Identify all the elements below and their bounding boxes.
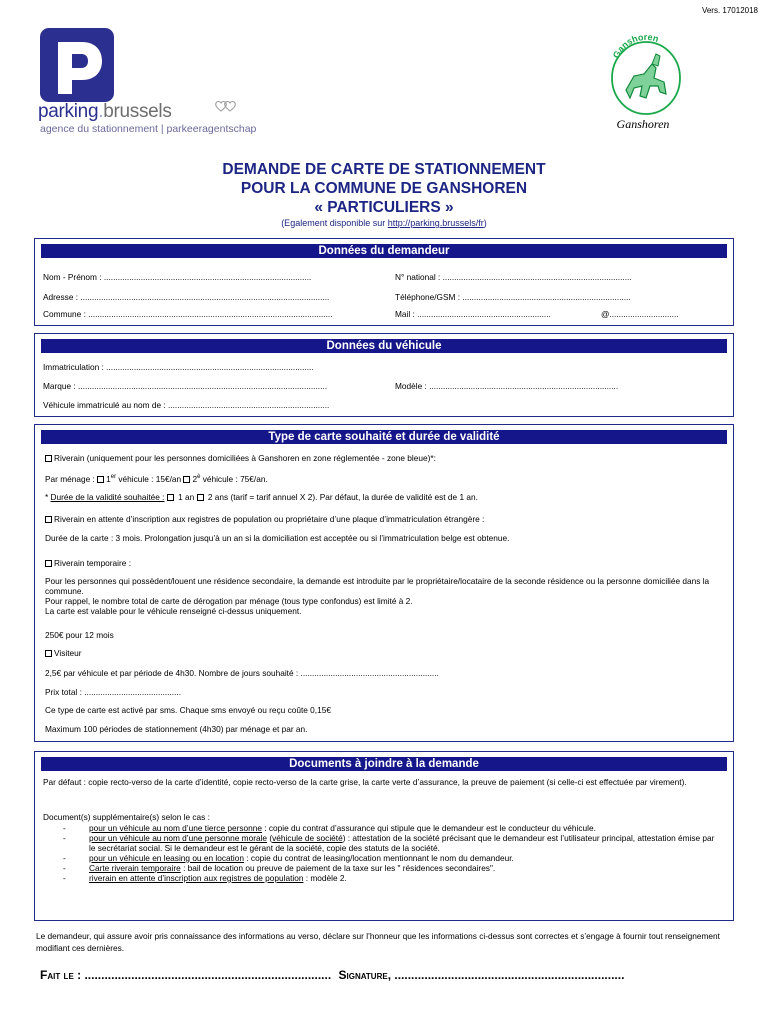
title-line-1: DEMANDE DE CARTE DE STATIONNEMENT (222, 161, 546, 178)
declaration-text: Le demandeur, qui assure avoir pris connaissance des informations au verso, déclare sur l’honneur que les informations ci-dessus sont correctes et s’engage à fournir tout renseignement modifiant ces dernières. (36, 931, 720, 954)
p-letter-icon (40, 28, 114, 102)
mail-field[interactable]: Mail : .......................................................... (395, 309, 551, 319)
default-documents: Par défaut : copie recto-verso de la carte d’identité, copie recto-verso de la carte grise, la carte verte d’assurance, la preuve de paiement (si celle-ci est effectuée par virement). (43, 777, 687, 787)
pending-checkbox[interactable] (45, 516, 52, 523)
national-number-field[interactable]: N° national : .................................................................................. (395, 272, 632, 282)
temporary-checkbox[interactable] (45, 560, 52, 567)
documents-section (34, 751, 734, 921)
vehicle-model-field[interactable]: Modèle : .................................................................................. (395, 381, 619, 391)
temporary-description: Pour les personnes qui possèdent/louent une résidence secondaire, la demande est introduite par le propriétaire/locataire de la seconde résidence ou la personne domiciliée dans la commune. Pour rappel, le nombre total de carte de dérogation par ménage (tous type confondus) est limité à 2. La carte est valable pour le véhicule renseigné ci-dessus uniquement. (45, 576, 710, 616)
temporary-price: 250€ pour 12 mois (45, 630, 114, 640)
sms-note: Ce type de carte est activé par sms. Chaque sms envoyé ou reçu coûte 0,15€ (45, 705, 331, 715)
max-periods-note: Maximum 100 périodes de stationnement (4h30) par ménage et par an. (45, 724, 308, 734)
one-year-checkbox[interactable] (167, 494, 174, 501)
validity-line: * Durée de la validité souhaitée : 1 an 2 ans (tarif = tarif annuel X 2). Par défaut, la durée de validité est de 1 an. (45, 492, 478, 502)
website-link[interactable]: http://parking.brussels/fr (387, 218, 484, 228)
ganshoren-label: Ganshoren (616, 117, 670, 131)
hearts-icon (214, 99, 238, 113)
supplementary-label: Document(s) supplémentaire(s) selon le cas : (43, 812, 210, 822)
card-type-heading: Type de carte souhaité et durée de validité (41, 430, 727, 444)
brand-name: parking.brussels (38, 101, 172, 122)
svg-text:Ganshoren: Ganshoren (610, 31, 660, 60)
household-line: Par ménage : 1er véhicule : 15€/an $2^è$ véhicule : 75€/an. (45, 474, 268, 484)
visitor-option[interactable]: Visiteur (45, 648, 82, 658)
visitor-price-field[interactable]: 2,5€ par véhicule et par période de 4h30. Nombre de jours souhaité : ............................................................ (45, 668, 439, 678)
applicant-heading: Données du demandeur (41, 244, 727, 258)
temporary-option[interactable]: Riverain temporaire : (45, 558, 131, 568)
resident-option[interactable]: Riverain (uniquement pour les personnes domiciliées à Ganshoren en zone réglementée - zone bleue)*: (45, 453, 436, 463)
title-line-2: POUR LA COMMUNE DE GANSHOREN (240, 180, 528, 197)
documents-list (63, 824, 723, 884)
registration-field[interactable]: Immatriculation : .......................................................................................... (43, 362, 314, 372)
total-price-field[interactable]: Prix total : .......................................... (45, 687, 182, 697)
card-type-section (34, 424, 734, 742)
pending-option[interactable]: Riverain en attente d’inscription aux registres de population ou propriétaire d’une plaque d’immatriculation étrangère : (45, 514, 484, 524)
vehicle-section (34, 333, 734, 417)
pending-duration: Durée de la carte : 3 mois. Prolongation jusqu’à un an si la domiciliation est acceptée ou si l’immatriculation belge est obtenue. (45, 533, 510, 543)
signature-line (40, 968, 624, 983)
list-item: - pour un véhicule au nom d’une tierce personne : copie du contrat d’assurance qui stipule que le demandeur est le conducteur du véhicule. (63, 823, 596, 833)
version-label: Vers. 17012018 (701, 6, 758, 15)
vehicle-brand-field[interactable]: Marque : ............................................................................................................ (43, 381, 328, 391)
list-item: - Carte riverain temporaire : bail de location ou preuve de paiement de la taxe sur les " résidences secondaires". (63, 862, 496, 873)
vehicle-heading: Données du véhicule (41, 339, 727, 353)
list-item: - pour un véhicule en leasing ou en location : copie du contrat de leasing/location mentionnant le nom du demandeur. (63, 852, 514, 863)
resident-checkbox[interactable] (45, 455, 52, 462)
done-at-field[interactable]: Fait le : .......................................................................... (40, 968, 332, 982)
brand-subtitle: agence du stationnement | parkeeragentschap (40, 123, 257, 135)
first-vehicle-checkbox[interactable] (97, 476, 104, 483)
title-line-3: « PARTICULIERS » (314, 199, 454, 216)
availability-note: (Egalement disponible sur http://parking.brussels/fr) (281, 218, 487, 228)
signature-field[interactable]: Signature, ..................................................................... (338, 968, 625, 982)
applicant-section (34, 238, 734, 326)
second-vehicle-checkbox[interactable] (183, 476, 190, 483)
name-field[interactable]: Nom - Prénom : .......................................................................................... (43, 272, 312, 282)
commune-field[interactable]: Commune : .......................................................................................................... (43, 309, 333, 319)
address-field[interactable]: Adresse : ............................................................................................................ (43, 292, 330, 302)
ganshoren-emblem-icon (606, 28, 686, 116)
documents-heading: Documents à joindre à la demande (41, 757, 727, 771)
visitor-checkbox[interactable] (45, 650, 52, 657)
mail-domain-field[interactable]: @.............................. (601, 309, 679, 319)
list-item: - pour un véhicule au nom d’une personne morale (véhicule de société) : attestation de la société précisant que le demandeur est l’utilisateur principal, attestation émise par le secrétariat social. Si le demandeur est le gérant de la société, copie des statuts de la société. (63, 832, 715, 853)
two-years-checkbox[interactable] (197, 494, 204, 501)
list-item: - riverain en attente d’inscription aux registres de population : modèle 2. (63, 872, 347, 883)
registered-name-field[interactable]: Véhicule immatriculé au nom de : ...................................................................... (43, 400, 330, 410)
parking-logo (40, 28, 114, 102)
phone-field[interactable]: Téléphone/GSM : ......................................................................... (395, 292, 631, 302)
